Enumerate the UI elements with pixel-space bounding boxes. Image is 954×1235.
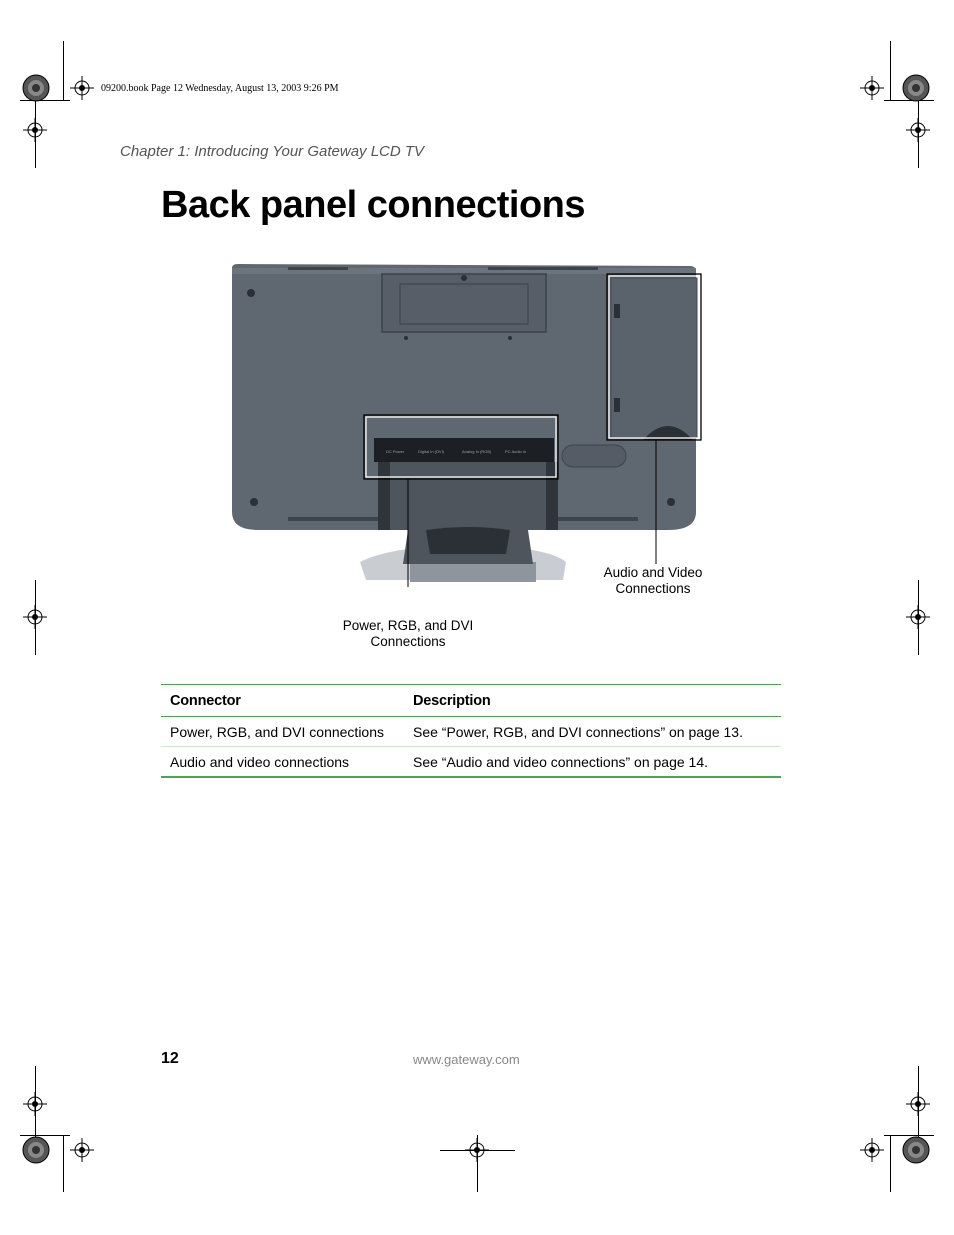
column-header-connector: Connector xyxy=(161,685,404,717)
port-label-audio: PC Audio In xyxy=(505,449,527,454)
tv-back-panel-figure xyxy=(228,262,703,587)
table-row xyxy=(161,747,781,778)
port-label-dc-power: DC Power xyxy=(386,449,405,454)
table-row xyxy=(161,717,781,747)
port-label-rgb: Analog In (RGB) xyxy=(462,449,492,454)
page-title: Back panel connections xyxy=(161,184,586,226)
cell-connector: Audio and video connections xyxy=(161,747,404,778)
crop-mark-bottom-center-v xyxy=(477,1135,478,1192)
chapter-header: Chapter 1: Introducing Your Gateway LCD TV xyxy=(120,143,425,160)
footer-url[interactable]: www.gateway.com xyxy=(413,1052,520,1067)
cell-connector: Power, RGB, and DVI connections xyxy=(161,717,404,747)
callout-audio-video: Audio and Video Connections xyxy=(603,565,703,596)
cell-description: See “Audio and video connections” on page 14. xyxy=(404,747,781,778)
page-number: 12 xyxy=(161,1050,179,1067)
print-slug: 09200.book Page 12 Wednesday, August 13, 2003 9:26 PM xyxy=(101,83,339,94)
connector-table xyxy=(161,684,781,778)
table-header-row xyxy=(161,685,781,717)
port-label-dvi: Digital In (DVI) xyxy=(418,449,445,454)
callout-power-rgb-dvi: Power, RGB, and DVI Connections xyxy=(342,618,474,649)
column-header-description: Description xyxy=(404,685,781,717)
cell-description: See “Power, RGB, and DVI connections” on page 13. xyxy=(404,717,781,747)
